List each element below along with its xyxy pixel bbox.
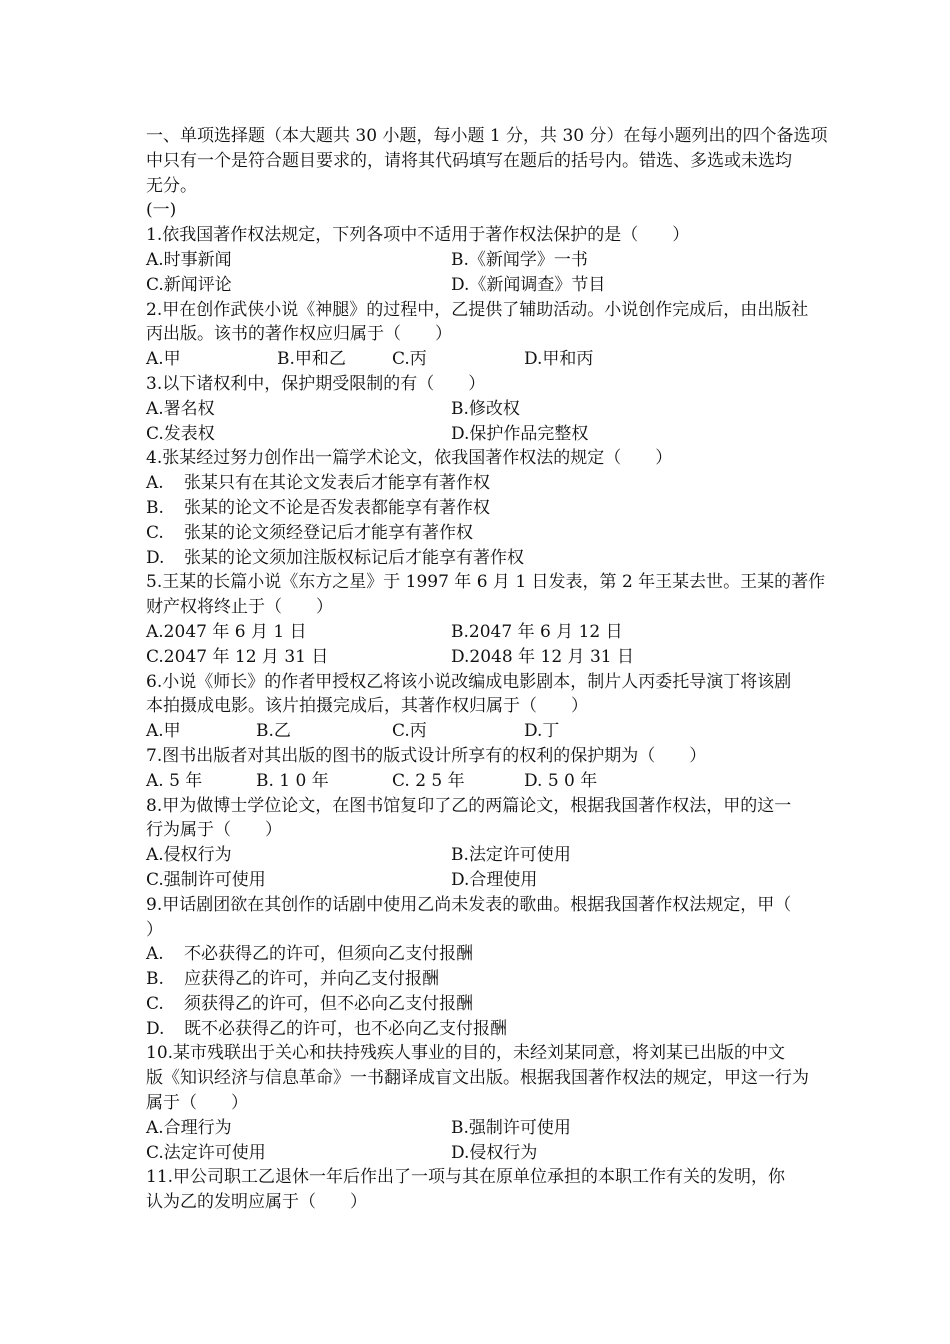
question-list — [146, 124, 866, 1215]
option: A. 5 年 — [146, 770, 203, 791]
option: B.《新闻学》一书 — [451, 249, 588, 270]
option-row — [146, 769, 866, 794]
option: A.2047 年 6 月 1 日 — [146, 621, 307, 642]
option-row — [146, 422, 866, 447]
option: B. 1 0 年 — [256, 770, 329, 791]
question-stem: 财产权将终止于（ ） — [146, 597, 333, 618]
option — [146, 942, 866, 967]
question-stem: 认为乙的发明应属于（ ） — [146, 1192, 367, 1213]
option-row — [146, 1116, 866, 1141]
option-text: 须获得乙的许可，但不必向乙支付报酬 — [184, 993, 473, 1014]
intro-line: 一、单项选择题（本大题共 30 小题，每小题 1 分，共 30 分）在每小题列出的四个备选项 — [146, 126, 828, 146]
option: C.法定许可使用 — [146, 1142, 266, 1163]
option: D.侵权行为 — [451, 1142, 538, 1163]
option-text: 张某的论文须加注版权标记后才能享有著作权 — [184, 547, 524, 568]
question-stem: 8.甲为做博士学位论文，在图书馆复印了乙的两篇论文，根据我国著作权法，甲的这一 — [146, 795, 792, 816]
option: D.2048 年 12 月 31 日 — [451, 646, 634, 667]
intro-line: 中只有一个是符合题目要求的，请将其代码填写在题后的括号内。错选、多选或未选均 — [146, 150, 792, 171]
option-text: 不必获得乙的许可，但须向乙支付报酬 — [184, 944, 473, 965]
question-stem: 行为属于（ ） — [146, 820, 282, 841]
question-stem: 6.小说《师长》的作者甲授权乙将该小说改编成电影剧本，制片人丙委托导演丁将该剧 — [146, 671, 792, 692]
option-row — [146, 868, 866, 893]
option-letter: C. — [146, 522, 164, 543]
option: A.甲 — [146, 349, 181, 370]
option-letter: A. — [146, 944, 164, 965]
option-row — [146, 620, 866, 645]
option — [146, 471, 866, 496]
option-letter: B. — [146, 497, 164, 518]
option: B.修改权 — [451, 398, 520, 419]
option-row — [146, 248, 866, 273]
question-stem: 版《知识经济与信息革命》一书翻译成盲文出版。根据我国著作权法的规定，甲这一行为 — [146, 1068, 809, 1089]
option: A.署名权 — [146, 398, 215, 419]
option: A.侵权行为 — [146, 845, 232, 866]
option: B.法定许可使用 — [451, 845, 571, 866]
question-stem: 4.张某经过努力创作出一篇学术论文，依我国著作权法的规定（ ） — [146, 448, 673, 469]
option: D. 5 0 年 — [524, 770, 598, 791]
option: C.新闻评论 — [146, 274, 232, 295]
option-text: 张某只有在其论文发表后才能享有著作权 — [184, 473, 490, 494]
option: D.合理使用 — [451, 869, 538, 890]
option: B.甲和乙 — [277, 349, 346, 370]
option-row — [146, 347, 866, 372]
option: A.时事新闻 — [146, 249, 232, 270]
option-text: 应获得乙的许可，并向乙支付报酬 — [184, 969, 439, 990]
option: C.丙 — [392, 349, 427, 370]
option: C.发表权 — [146, 423, 215, 444]
question-stem: 3.以下诸权利中，保护期受限制的有（ ） — [146, 373, 486, 394]
option — [146, 1017, 866, 1042]
option: B.强制许可使用 — [451, 1117, 571, 1138]
question-stem: 丙出版。该书的著作权应归属于（ ） — [146, 324, 452, 345]
question-stem: 5.王某的长篇小说《东方之星》于 1997 年 6 月 1 日发表，第 2 年王某去世。王某的著作 — [146, 572, 826, 593]
option — [146, 967, 866, 992]
option: B.乙 — [256, 721, 291, 742]
option-text: 张某的论文不论是否发表都能享有著作权 — [184, 497, 490, 518]
option: C.2047 年 12 月 31 日 — [146, 646, 329, 667]
question-stem: 10.某市残联出于关心和扶持残疾人事业的目的，未经刘某同意，将刘某已出版的中文 — [146, 1043, 786, 1064]
option: D.保护作品完整权 — [451, 423, 589, 444]
option-row — [146, 843, 866, 868]
option-row — [146, 645, 866, 670]
question-stem: 属于（ ） — [146, 1093, 248, 1114]
section-label: (一) — [146, 200, 177, 221]
option: A.甲 — [146, 721, 181, 742]
option: D.《新闻调查》节目 — [451, 274, 606, 295]
option-letter: A. — [146, 473, 164, 494]
option-letter: D. — [146, 1018, 165, 1039]
option-row — [146, 273, 866, 298]
option — [146, 521, 866, 546]
option: D.甲和丙 — [524, 349, 594, 370]
option: C.强制许可使用 — [146, 869, 266, 890]
option: C. 2 5 年 — [392, 770, 465, 791]
option-text: 既不必获得乙的许可，也不必向乙支付报酬 — [184, 1018, 507, 1039]
question-stem: 9.甲话剧团欲在其创作的话剧中使用乙尚未发表的歌曲。根据我国著作权法规定，甲（ — [146, 894, 792, 915]
option-row — [146, 397, 866, 422]
option — [146, 496, 866, 521]
option: B.2047 年 6 月 12 日 — [451, 621, 623, 642]
question-stem: 1.依我国著作权法规定，下列各项中不适用于著作权法保护的是（ ） — [146, 225, 690, 246]
question-stem: 2.甲在创作武侠小说《神腿》的过程中，乙提供了辅助活动。小说创作完成后，由出版社 — [146, 299, 809, 320]
question-stem: 7.图书出版者对其出版的图书的版式设计所享有的权利的保护期为（ ） — [146, 745, 707, 766]
question-stem: 11.甲公司职工乙退休一年后作出了一项与其在原单位承担的本职工作有关的发明，你 — [146, 1167, 786, 1188]
option-text: 张某的论文须经登记后才能享有著作权 — [184, 522, 473, 543]
option-row — [146, 719, 866, 744]
option-letter: D. — [146, 547, 165, 568]
question-stem: 本拍摄成电影。该片拍摄完成后，其著作权归属于（ ） — [146, 696, 588, 717]
question-stem: ） — [146, 919, 163, 940]
option — [146, 546, 866, 571]
option: C.丙 — [392, 721, 427, 742]
option-letter: B. — [146, 969, 164, 990]
option — [146, 992, 866, 1017]
option: D.丁 — [524, 721, 560, 742]
option-row — [146, 1141, 866, 1166]
intro-line: 无分。 — [146, 175, 197, 196]
option-letter: C. — [146, 993, 164, 1014]
option: A.合理行为 — [146, 1117, 232, 1138]
